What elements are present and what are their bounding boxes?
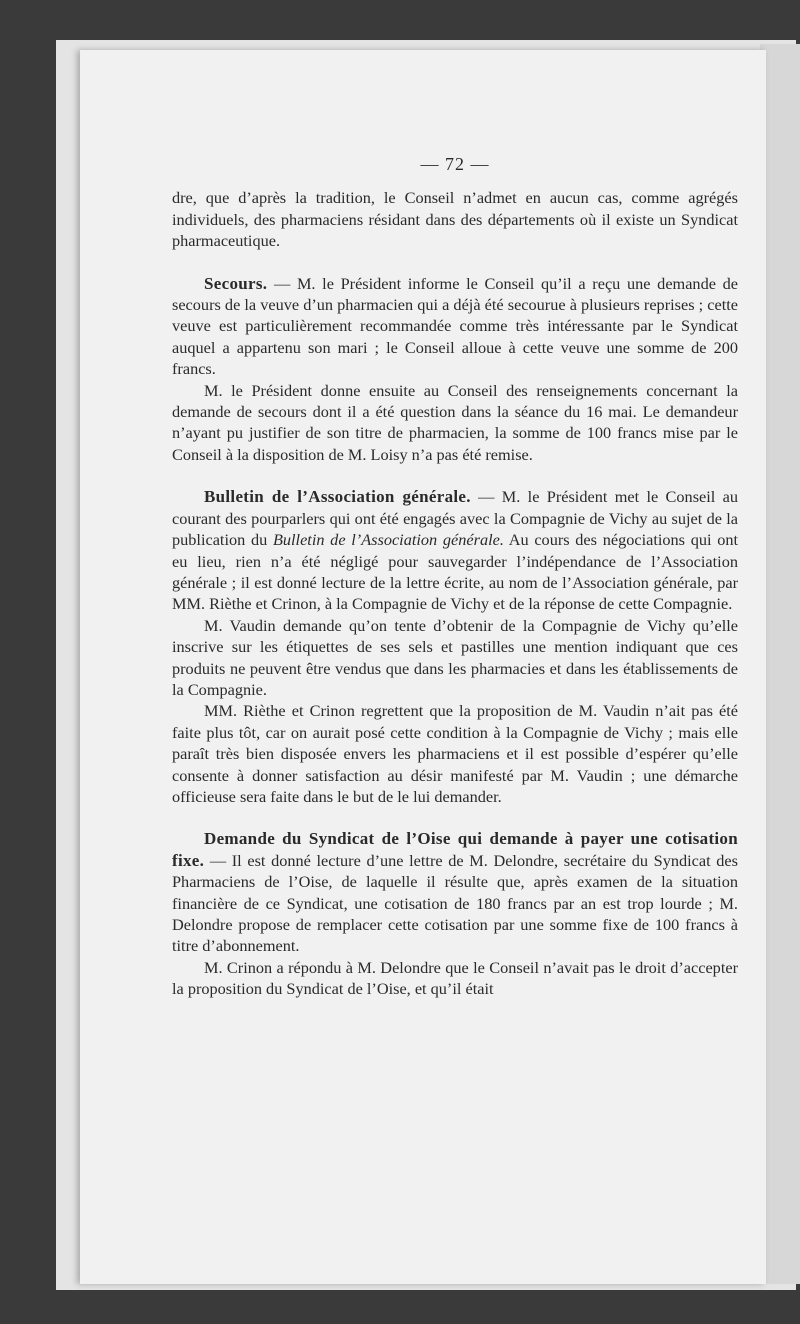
bulletin-title-italic: Bulletin de l’Association générale. [272, 530, 504, 550]
paragraph-bulletin-3: MM. Rièthe et Crinon regrettent que la proposition de M. Vaudin n’ait pas été faite plus tôt, car on aurait posé cette condition à la Compagnie de Vichy ; mais elle paraît très bien disposée envers les pharmaciens et il est possible d’espérer qu’elle consente à donner satisfaction au désir manifesté par M. Vaudin ; une démarche officieuse sera faite dans le but de le lui demander. [172, 701, 738, 806]
paragraph-secours-1 [172, 273, 738, 380]
paragraph-intro: dre, que d’après la tradition, le Conseil n’admet en aucun cas, comme agrégés individuels, des pharmaciens résidant dans des départements où il existe un Syndicat pharmaceutique. [172, 188, 738, 251]
paragraph-bulletin-1 [172, 486, 738, 614]
heading-bulletin: Bulletin de l’Association générale. [204, 487, 471, 507]
paragraph-bulletin-2: M. Vaudin demande qu’on tente d’obtenir de la Compagnie de Vichy qu’elle inscrive sur les étiquettes de ses sels et pastilles une mention indiquant que ces produits ne peuvent être vendus que dans les pharmacies et dans les établissements de la Compagnie. [172, 615, 738, 699]
page-number: — 72 — [420, 154, 490, 174]
oise-text: — Il est donné lecture d’une lettre de M. Delondre, secrétaire du Syndicat des Pharmaciens de l’Oise, de laquelle il résulte que, après examen de la situation financière de ce Syndicat, une cotisation de 180 francs par an est trop lourde ; M. Delondre propose de remplacer cette cotisation par une somme fixe de 100 francs à titre d’abonnement. [172, 850, 738, 956]
paragraph-secours-2: M. le Président donne ensuite au Conseil des renseignements concernant la demande de secours dont il a été question dans la séance du 16 mai. Le demandeur n’ayant pu justifier de son titre de pharmacien, la somme de 100 francs mise par le Conseil à la disposition de M. Loisy n’a pas été remise. [172, 380, 738, 464]
secours-text: — M. le Président informe le Conseil qu’il a reçu une demande de secours de la veuve d’un pharmacien qui a déjà été secourue à plusieurs reprises ; cette veuve est particulièrement recommandée comme très intéressante par le Syndicat auquel a appartenu son mari ; le Conseil alloue à cette veuve une somme de 200 francs. [172, 273, 738, 379]
paragraph-oise-2: M. Crinon a répondu à M. Delondre que le Conseil n’avait pas le droit d’accepter la proposition du Syndicat de l’Oise, et qu’il était [172, 957, 738, 999]
bulletin-text-a: — M. le Président met le Conseil au courant des pourparlers qui ont été engagés avec la Compagnie de Vichy au sujet de la publication du [172, 487, 739, 550]
paragraph-oise-1 [172, 828, 738, 956]
bulletin-text-b: Au cours des négociations qui ont eu lieu, rien n’a été négligé pour sauvegarder l’indépendance de l’Association générale ; il est donné lecture de la lettre écrite, au nom de l’Association générale, par MM. Rièthe et Crinon, à la Compagnie de Vichy et de la réponse de cette Compagnie. [172, 530, 739, 614]
page-text [172, 154, 738, 1000]
heading-secours: Secours. [204, 273, 268, 293]
book-page [80, 50, 766, 1284]
facing-page-edge [760, 44, 800, 1284]
heading-oise: Demande du Syndicat de l’Oise qui demande à payer une cotisation fixe. [172, 829, 738, 870]
